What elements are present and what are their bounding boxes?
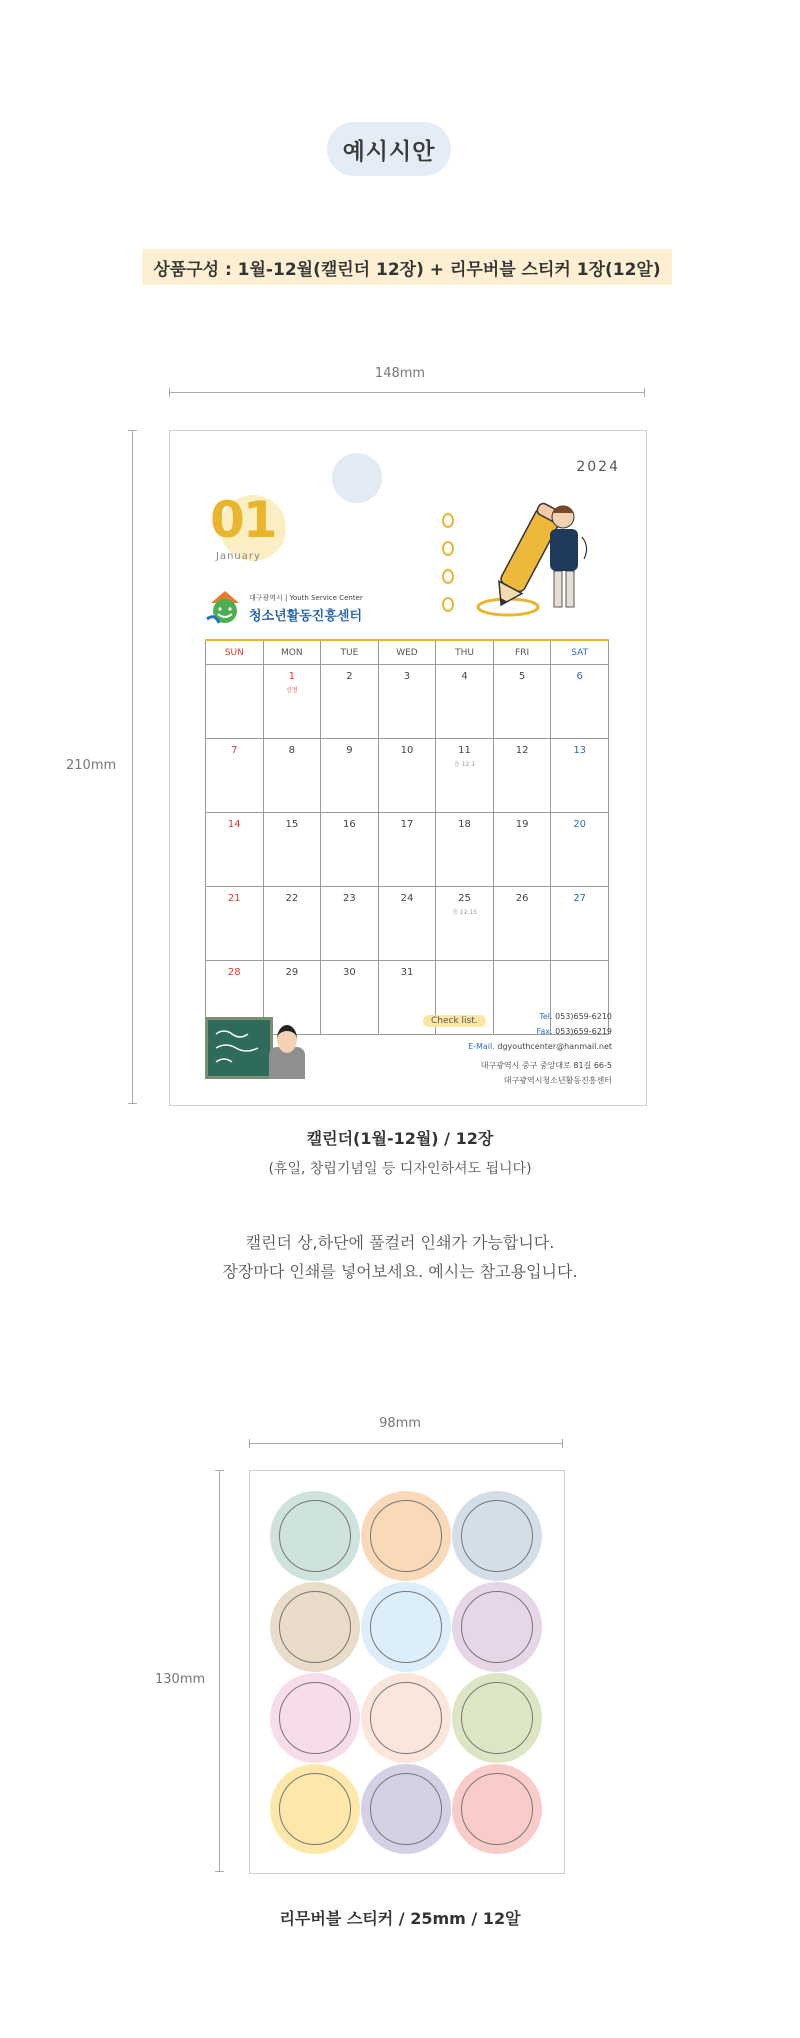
day-number: 3	[403, 671, 411, 682]
calendar-day-cell	[263, 739, 321, 813]
calendar-caption: 캘린더(1월-12월) / 12장	[306, 1129, 494, 1148]
page-title: 예시시안	[342, 138, 436, 165]
day-note: 음 12.1	[453, 761, 476, 768]
day-number: 14	[227, 819, 241, 830]
day-number: 16	[343, 819, 356, 830]
organization-logo	[205, 589, 405, 629]
day-number: 19	[515, 819, 529, 830]
calendar-day-cell	[206, 665, 264, 739]
month-name: January	[216, 551, 261, 562]
calendar-week-row	[206, 887, 609, 961]
day-number: 11	[458, 745, 471, 756]
day-number: 18	[458, 819, 471, 830]
round-sticker	[270, 1764, 360, 1854]
day-number: 13	[573, 745, 587, 756]
sticker-sheet	[249, 1470, 565, 1874]
weekday-sun: SUN	[206, 641, 264, 665]
weekday-fri: FRI	[493, 641, 551, 665]
org-subtitle: 대구광역시 | Youth Service Center	[249, 594, 363, 602]
round-sticker	[270, 1673, 360, 1763]
round-sticker	[361, 1491, 451, 1581]
month-number: 01	[210, 491, 276, 549]
round-sticker	[452, 1491, 542, 1581]
calendar-day-cell	[551, 887, 609, 961]
calendar-day-cell	[493, 813, 551, 887]
round-sticker	[452, 1764, 542, 1854]
address-org: 대구광역시청소년활동진흥센터	[503, 1076, 612, 1085]
calendar-day-cell	[436, 887, 494, 961]
calendar-day-cell	[436, 813, 494, 887]
calendar-day-cell	[551, 813, 609, 887]
day-number: 31	[400, 967, 414, 978]
checklist-label: Check list.	[423, 1015, 486, 1027]
address: 대구광역시 중구 중앙대로 81길 66-5	[480, 1061, 612, 1070]
calendar-day-cell	[206, 887, 264, 961]
day-number: 28	[227, 967, 241, 978]
day-number: 5	[518, 671, 526, 682]
calendar-day-cell	[551, 665, 609, 739]
calendar-day-cell	[321, 961, 379, 1035]
calendar-day-cell	[321, 665, 379, 739]
calendar-day-cell	[378, 665, 436, 739]
org-name: 청소년활동진흥센터	[249, 609, 363, 624]
calendar-day-cell	[378, 813, 436, 887]
day-number: 29	[285, 967, 299, 978]
calendar-day-cell	[493, 665, 551, 739]
round-sticker	[361, 1582, 451, 1672]
day-number: 26	[515, 893, 529, 904]
calendar-width-line	[169, 392, 645, 393]
email-label: E-Mail.	[468, 1042, 495, 1051]
round-sticker	[361, 1764, 451, 1854]
calendar-subcaption: (휴일, 창립기념일 등 디자인하셔도 됩니다)	[268, 1161, 532, 1177]
day-number: 27	[573, 893, 587, 904]
calendar-day-cell	[493, 739, 551, 813]
description-line-1: 캘린더 상,하단에 풀컬러 인쇄가 가능합니다.	[245, 1233, 555, 1252]
weekday-sat: SAT	[551, 641, 609, 665]
fax-label: Fax.	[536, 1027, 553, 1036]
day-number: 21	[227, 893, 241, 904]
day-number: 25	[458, 893, 471, 904]
email-value: dgyouthcenter@hanmail.net	[497, 1042, 612, 1051]
calendar-height-line	[132, 430, 133, 1104]
weekday-wed: WED	[378, 641, 436, 665]
day-number: 1	[288, 671, 296, 682]
calendar-week-row	[206, 739, 609, 813]
calendar-day-cell	[321, 739, 379, 813]
calendar-day-cell	[378, 887, 436, 961]
tel-value: 053)659-6210	[555, 1012, 612, 1021]
binding-rings	[442, 513, 456, 613]
fax-value: 053)659-6219	[555, 1027, 612, 1036]
day-number: 20	[573, 819, 587, 830]
weekday-mon: MON	[263, 641, 321, 665]
weekday-tue: TUE	[321, 641, 379, 665]
ring-icon	[442, 513, 454, 528]
calendar-day-cell	[263, 887, 321, 961]
calendar-day-cell	[436, 665, 494, 739]
day-number: 7	[231, 745, 238, 756]
day-number: 8	[288, 745, 296, 756]
round-sticker	[361, 1673, 451, 1763]
calendar-week-row	[206, 665, 609, 739]
calendar-weeks	[206, 665, 609, 1035]
round-sticker	[270, 1582, 360, 1672]
decorative-circle	[332, 453, 382, 503]
smile-logo-icon	[205, 589, 245, 627]
calendar-day-cell	[206, 739, 264, 813]
weekday-thu: THU	[436, 641, 494, 665]
ring-icon	[442, 541, 454, 556]
day-number: 4	[461, 671, 468, 682]
contact-info	[468, 1009, 612, 1088]
day-number: 17	[400, 819, 414, 830]
calendar-height-label: 210mm	[66, 758, 117, 773]
page-title-pill	[327, 122, 451, 176]
day-number: 10	[400, 745, 414, 756]
calendar-day-cell	[436, 739, 494, 813]
pencil-boy-illustration-icon	[470, 497, 600, 622]
round-sticker	[270, 1491, 360, 1581]
calendar-day-cell	[321, 813, 379, 887]
chalkboard-icon	[205, 1017, 273, 1079]
day-number: 6	[576, 671, 583, 682]
day-number: 30	[343, 967, 356, 978]
teacher-head	[277, 1025, 297, 1053]
sticker-height-label: 130mm	[155, 1672, 206, 1687]
ring-icon	[442, 569, 454, 584]
sticker-caption: 리무버블 스티커 / 25mm / 12알	[279, 1909, 521, 1928]
sticker-height-line	[219, 1470, 220, 1872]
calendar-day-cell	[206, 813, 264, 887]
day-note: 음 12.15	[452, 909, 477, 916]
weekday-header-row	[206, 641, 609, 665]
calendar-width-label: 148mm	[374, 366, 426, 381]
product-composition: 상품구성 : 1월-12월(캘린더 12장) + 리무버블 스티커 1장(12알)	[142, 249, 672, 285]
day-number: 23	[343, 893, 356, 904]
calendar-week-row	[206, 813, 609, 887]
day-number: 15	[285, 819, 299, 830]
calendar-day-cell	[378, 739, 436, 813]
round-sticker	[452, 1673, 542, 1763]
day-number: 22	[285, 893, 299, 904]
calendar-grid	[205, 639, 609, 1035]
description-line-2: 장장마다 인쇄를 넣어보세요. 예시는 참고용입니다.	[222, 1262, 578, 1281]
sticker-width-line	[249, 1443, 563, 1444]
calendar-day-cell	[263, 665, 321, 739]
sticker-width-label: 98mm	[379, 1416, 421, 1431]
calendar-year: 2024	[576, 459, 620, 475]
calendar-sample	[169, 430, 647, 1106]
teacher-illustration	[205, 1011, 305, 1081]
day-number: 9	[346, 745, 353, 756]
day-number: 12	[515, 745, 529, 756]
calendar-day-cell	[321, 887, 379, 961]
calendar-day-cell	[263, 813, 321, 887]
day-number: 24	[400, 893, 414, 904]
ring-icon	[442, 597, 454, 612]
day-note: 신정	[286, 687, 298, 694]
day-number: 2	[346, 671, 353, 682]
round-sticker	[452, 1582, 542, 1672]
calendar-day-cell	[493, 887, 551, 961]
calendar-day-cell	[551, 739, 609, 813]
tel-label: Tel.	[539, 1012, 553, 1021]
